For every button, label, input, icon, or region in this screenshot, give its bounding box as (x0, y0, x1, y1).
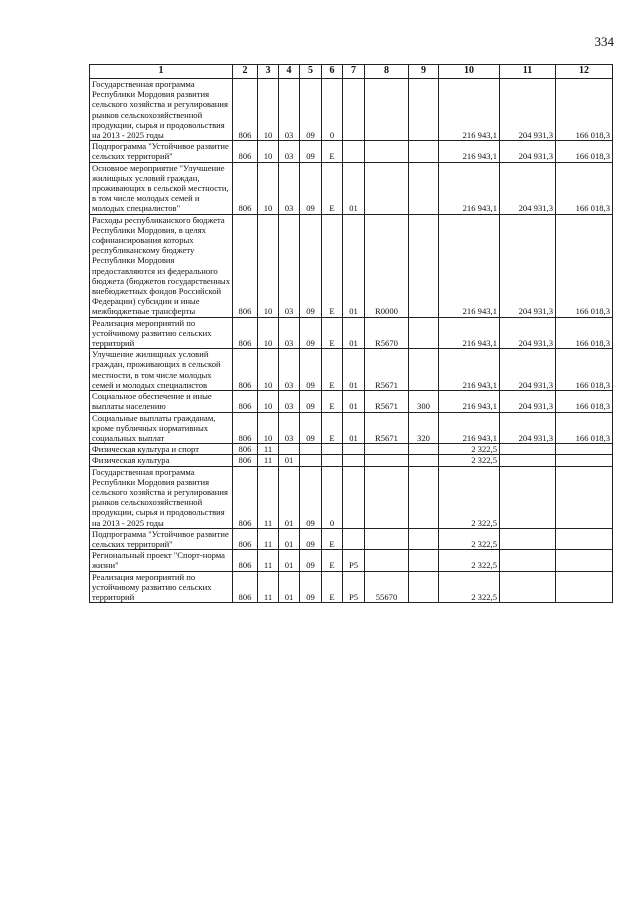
cell-section: 11 (258, 455, 279, 466)
table-row (90, 79, 613, 141)
col-header: 10 (439, 65, 500, 79)
cell-event: 01 (343, 317, 365, 349)
cell-program: 09 (300, 528, 322, 549)
cell-name: Расходы республиканского бюджета Республики Мордовия, в целях софинансирования которых республиканскому бюджету Республики Мордовия предоставляются из федерального бюджета (бюджетов государственных внебюджетных фондов Российской Федерации) субсидии и иные межбюджетные трансферты (90, 214, 233, 317)
cell-amount-1: 216 943,1 (439, 162, 500, 214)
cell-amount-2: 204 931,3 (500, 214, 556, 317)
cell-amount-3: 166 018,3 (556, 162, 613, 214)
cell-amount-3 (556, 571, 613, 603)
cell-amount-1: 2 322,5 (439, 550, 500, 571)
cell-name: Региональный проект "Спорт-норма жизни" (90, 550, 233, 571)
cell-subprogram (322, 444, 343, 455)
col-header: 4 (279, 65, 300, 79)
cell-direction (365, 528, 409, 549)
cell-event (343, 79, 365, 141)
cell-direction: 55670 (365, 571, 409, 603)
cell-ministry: 806 (233, 455, 258, 466)
table-row (90, 141, 613, 162)
cell-event: Р5 (343, 571, 365, 603)
cell-event (343, 455, 365, 466)
cell-name: Физическая культура (90, 455, 233, 466)
cell-ministry: 806 (233, 571, 258, 603)
cell-subsection: 01 (279, 528, 300, 549)
cell-direction (365, 466, 409, 528)
page-number: 334 (594, 34, 614, 49)
cell-section: 11 (258, 571, 279, 603)
cell-ministry: 806 (233, 444, 258, 455)
cell-name: Основное мероприятие "Улучшение жилищных условий граждан, проживающих в сельской местности, в том числе молодых семей и молодых специалистов" (90, 162, 233, 214)
cell-amount-1: 216 943,1 (439, 79, 500, 141)
cell-section: 10 (258, 162, 279, 214)
cell-subsection: 01 (279, 466, 300, 528)
cell-amount-3: 166 018,3 (556, 412, 613, 444)
cell-expense-type (409, 79, 439, 141)
cell-event: 01 (343, 162, 365, 214)
cell-section: 10 (258, 349, 279, 391)
col-header: 9 (409, 65, 439, 79)
cell-program (300, 455, 322, 466)
cell-direction (365, 79, 409, 141)
cell-name: Социальные выплаты гражданам, кроме публичных нормативных социальных выплат (90, 412, 233, 444)
cell-event: 01 (343, 412, 365, 444)
cell-direction: R5671 (365, 412, 409, 444)
col-header: 12 (556, 65, 613, 79)
cell-event: 01 (343, 349, 365, 391)
cell-expense-type (409, 317, 439, 349)
cell-amount-1: 216 943,1 (439, 412, 500, 444)
cell-amount-3: 166 018,3 (556, 141, 613, 162)
cell-subprogram: Е (322, 571, 343, 603)
cell-subprogram: 0 (322, 466, 343, 528)
cell-direction: R5671 (365, 349, 409, 391)
cell-event: 01 (343, 391, 365, 412)
cell-subsection: 03 (279, 317, 300, 349)
cell-subsection: 03 (279, 141, 300, 162)
cell-expense-type (409, 550, 439, 571)
table-row (90, 528, 613, 549)
cell-subsection: 01 (279, 571, 300, 603)
cell-ministry: 806 (233, 79, 258, 141)
cell-direction: R0000 (365, 214, 409, 317)
cell-amount-2: 204 931,3 (500, 391, 556, 412)
cell-name: Улучшение жилищных условий граждан, проживающих в сельской местности, в том числе молодых семей и молодых специалистов (90, 349, 233, 391)
cell-program: 09 (300, 141, 322, 162)
table-row (90, 162, 613, 214)
cell-subprogram: Е (322, 412, 343, 444)
cell-subsection: 03 (279, 214, 300, 317)
cell-amount-2: 204 931,3 (500, 349, 556, 391)
cell-amount-2: 204 931,3 (500, 162, 556, 214)
cell-subprogram: Е (322, 214, 343, 317)
cell-program: 09 (300, 79, 322, 141)
cell-amount-3 (556, 455, 613, 466)
cell-direction (365, 444, 409, 455)
cell-name: Подпрограмма "Устойчивое развитие сельских территорий" (90, 141, 233, 162)
cell-amount-2 (500, 571, 556, 603)
cell-amount-2 (500, 444, 556, 455)
cell-direction: R5671 (365, 391, 409, 412)
table-row (90, 444, 613, 455)
cell-section: 10 (258, 141, 279, 162)
cell-amount-2: 204 931,3 (500, 317, 556, 349)
cell-amount-3 (556, 444, 613, 455)
cell-program: 09 (300, 317, 322, 349)
cell-name: Государственная программа Республики Мордовия развития сельского хозяйства и регулирования рынков сельскохозяйственной продукции, сырья и продовольствия на 2013 - 2025 годы (90, 466, 233, 528)
col-header: 6 (322, 65, 343, 79)
cell-amount-2: 204 931,3 (500, 79, 556, 141)
cell-expense-type (409, 214, 439, 317)
cell-subprogram: Е (322, 141, 343, 162)
header-row (90, 65, 613, 79)
cell-section: 10 (258, 412, 279, 444)
cell-expense-type (409, 162, 439, 214)
cell-subprogram: 0 (322, 79, 343, 141)
cell-amount-1: 216 943,1 (439, 214, 500, 317)
cell-name: Государственная программа Республики Мордовия развития сельского хозяйства и регулирования рынков сельскохозяйственной продукции, сырья и продовольствия на 2013 - 2025 годы (90, 79, 233, 141)
cell-amount-3: 166 018,3 (556, 317, 613, 349)
cell-expense-type (409, 349, 439, 391)
cell-name: Физическая культура и спорт (90, 444, 233, 455)
table-row (90, 391, 613, 412)
cell-event: 01 (343, 214, 365, 317)
cell-section: 11 (258, 444, 279, 455)
cell-expense-type (409, 455, 439, 466)
cell-amount-2: 204 931,3 (500, 141, 556, 162)
cell-subsection: 01 (279, 550, 300, 571)
cell-amount-1: 2 322,5 (439, 528, 500, 549)
cell-section: 10 (258, 317, 279, 349)
cell-program: 09 (300, 349, 322, 391)
cell-program: 09 (300, 162, 322, 214)
cell-amount-2 (500, 550, 556, 571)
cell-direction (365, 550, 409, 571)
cell-section: 10 (258, 79, 279, 141)
cell-ministry: 806 (233, 162, 258, 214)
table-row (90, 550, 613, 571)
cell-amount-1: 216 943,1 (439, 349, 500, 391)
cell-section: 10 (258, 214, 279, 317)
cell-subprogram: Е (322, 349, 343, 391)
cell-direction (365, 141, 409, 162)
cell-direction (365, 162, 409, 214)
cell-amount-3 (556, 466, 613, 528)
cell-ministry: 806 (233, 528, 258, 549)
cell-amount-2 (500, 455, 556, 466)
cell-amount-2: 204 931,3 (500, 412, 556, 444)
cell-program: 09 (300, 466, 322, 528)
col-header: 8 (365, 65, 409, 79)
cell-event: Р5 (343, 550, 365, 571)
cell-amount-1: 2 322,5 (439, 571, 500, 603)
budget-table (89, 64, 613, 603)
cell-amount-1: 2 322,5 (439, 455, 500, 466)
cell-amount-3: 166 018,3 (556, 349, 613, 391)
table-row (90, 455, 613, 466)
cell-program: 09 (300, 550, 322, 571)
cell-subprogram (322, 455, 343, 466)
cell-direction (365, 455, 409, 466)
cell-amount-2 (500, 466, 556, 528)
cell-amount-1: 216 943,1 (439, 141, 500, 162)
cell-subprogram: Е (322, 528, 343, 549)
cell-amount-1: 216 943,1 (439, 317, 500, 349)
cell-ministry: 806 (233, 550, 258, 571)
col-header: 11 (500, 65, 556, 79)
cell-program: 09 (300, 214, 322, 317)
cell-name: Реализация мероприятий по устойчивому развитию сельских территорий (90, 317, 233, 349)
cell-ministry: 806 (233, 317, 258, 349)
table-row (90, 317, 613, 349)
cell-subprogram: Е (322, 317, 343, 349)
table-row (90, 349, 613, 391)
cell-event (343, 528, 365, 549)
cell-amount-1: 2 322,5 (439, 466, 500, 528)
cell-amount-1: 2 322,5 (439, 444, 500, 455)
col-header: 3 (258, 65, 279, 79)
col-header: 7 (343, 65, 365, 79)
cell-subsection: 03 (279, 79, 300, 141)
col-header: 1 (90, 65, 233, 79)
cell-event (343, 141, 365, 162)
cell-expense-type: 320 (409, 412, 439, 444)
cell-amount-3 (556, 528, 613, 549)
cell-subsection: 03 (279, 412, 300, 444)
cell-section: 11 (258, 466, 279, 528)
cell-subsection: 01 (279, 455, 300, 466)
cell-amount-3 (556, 550, 613, 571)
col-header: 2 (233, 65, 258, 79)
cell-subprogram: Е (322, 550, 343, 571)
cell-amount-3: 166 018,3 (556, 214, 613, 317)
cell-section: 11 (258, 550, 279, 571)
cell-program: 09 (300, 571, 322, 603)
table-row (90, 571, 613, 603)
cell-amount-1: 216 943,1 (439, 391, 500, 412)
cell-amount-3: 166 018,3 (556, 79, 613, 141)
cell-section: 11 (258, 528, 279, 549)
cell-name: Реализация мероприятий по устойчивому развитию сельских территорий (90, 571, 233, 603)
table-row (90, 466, 613, 528)
cell-expense-type (409, 528, 439, 549)
cell-event (343, 444, 365, 455)
cell-ministry: 806 (233, 391, 258, 412)
cell-subsection: 03 (279, 391, 300, 412)
cell-ministry: 806 (233, 466, 258, 528)
cell-ministry: 806 (233, 214, 258, 317)
cell-subsection: 03 (279, 349, 300, 391)
cell-expense-type (409, 444, 439, 455)
cell-event (343, 466, 365, 528)
cell-amount-2 (500, 528, 556, 549)
cell-section: 10 (258, 391, 279, 412)
cell-amount-3: 166 018,3 (556, 391, 613, 412)
cell-direction: R5670 (365, 317, 409, 349)
cell-name: Социальное обеспечение и иные выплаты населению (90, 391, 233, 412)
cell-ministry: 806 (233, 349, 258, 391)
cell-expense-type (409, 141, 439, 162)
cell-subsection (279, 444, 300, 455)
cell-name: Подпрограмма "Устойчивое развитие сельских территорий" (90, 528, 233, 549)
table-row (90, 412, 613, 444)
cell-subprogram: Е (322, 162, 343, 214)
cell-expense-type: 300 (409, 391, 439, 412)
cell-subprogram: Е (322, 391, 343, 412)
col-header: 5 (300, 65, 322, 79)
cell-program: 09 (300, 391, 322, 412)
cell-expense-type (409, 571, 439, 603)
table-row (90, 214, 613, 317)
cell-program: 09 (300, 412, 322, 444)
cell-program (300, 444, 322, 455)
cell-ministry: 806 (233, 141, 258, 162)
cell-subsection: 03 (279, 162, 300, 214)
cell-expense-type (409, 466, 439, 528)
cell-ministry: 806 (233, 412, 258, 444)
